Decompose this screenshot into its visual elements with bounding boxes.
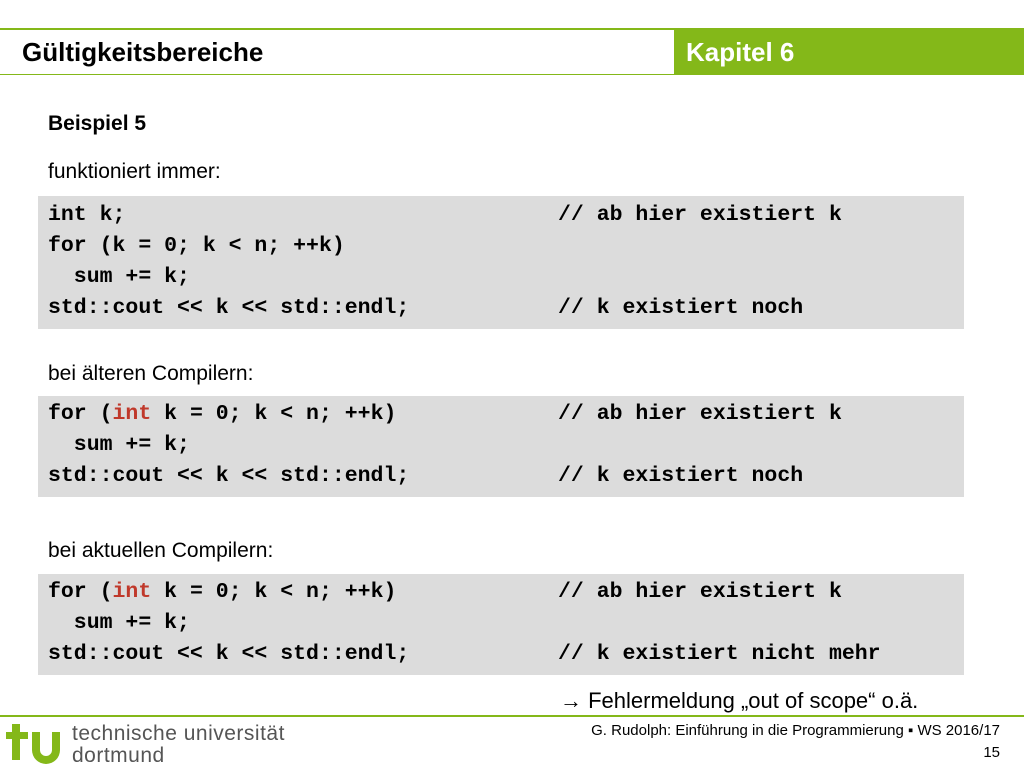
code-line: std::cout << k << std::endl; (48, 296, 410, 320)
code-fragment: for ( (48, 402, 113, 426)
code-line: sum += k; (48, 611, 190, 635)
code-block-always (38, 196, 964, 329)
code-fragment: k = 0; k < n; ++k) (151, 402, 397, 426)
code-comment: // k existiert noch (558, 464, 804, 488)
tu-logo-icon (6, 718, 66, 764)
code-block-current (38, 574, 964, 675)
scope-error-note: → Fehlermeldung „out of scope“ o.ä. (560, 688, 919, 713)
section-label-older: bei älteren Compilern: (48, 362, 254, 385)
slide-title: Gültigkeitsbereiche (22, 37, 264, 67)
code-line (48, 577, 396, 608)
code-block-older (38, 396, 964, 497)
section-label-always: funktioniert immer: (48, 160, 221, 183)
header-divider (0, 74, 1024, 75)
footer-divider (0, 715, 1024, 717)
code-comment: // k existiert noch (558, 296, 804, 320)
university-name-line2: dortmund (72, 744, 165, 767)
code-line: sum += k; (48, 433, 190, 457)
footer-credit: G. Rudolph: Einführung in die Programmierung ▪ WS 2016/17 (591, 722, 1000, 739)
code-line: std::cout << k << std::endl; (48, 642, 410, 666)
code-fragment: for ( (48, 580, 113, 604)
chapter-badge (674, 30, 1024, 74)
code-keyword: int (112, 402, 152, 426)
code-line: sum += k; (48, 265, 190, 289)
code-fragment: k = 0; k < n; ++k) (151, 580, 397, 604)
code-comment: // ab hier existiert k (558, 203, 842, 227)
code-line (48, 399, 396, 430)
section-label-current: bei aktuellen Compilern: (48, 539, 274, 562)
code-comment: // ab hier existiert k (558, 402, 842, 426)
example-title: Beispiel 5 (48, 112, 147, 135)
code-comment: // k existiert nicht mehr (558, 642, 881, 666)
code-line: int k; (48, 203, 126, 227)
page-number: 15 (983, 744, 1000, 761)
code-line: for (k = 0; k < n; ++k) (48, 234, 345, 258)
code-keyword: int (112, 580, 152, 604)
code-comment: // ab hier existiert k (558, 580, 842, 604)
code-line: std::cout << k << std::endl; (48, 464, 410, 488)
chapter-label: Kapitel 6 (686, 37, 795, 67)
university-name-line1: technische universität (72, 722, 285, 745)
